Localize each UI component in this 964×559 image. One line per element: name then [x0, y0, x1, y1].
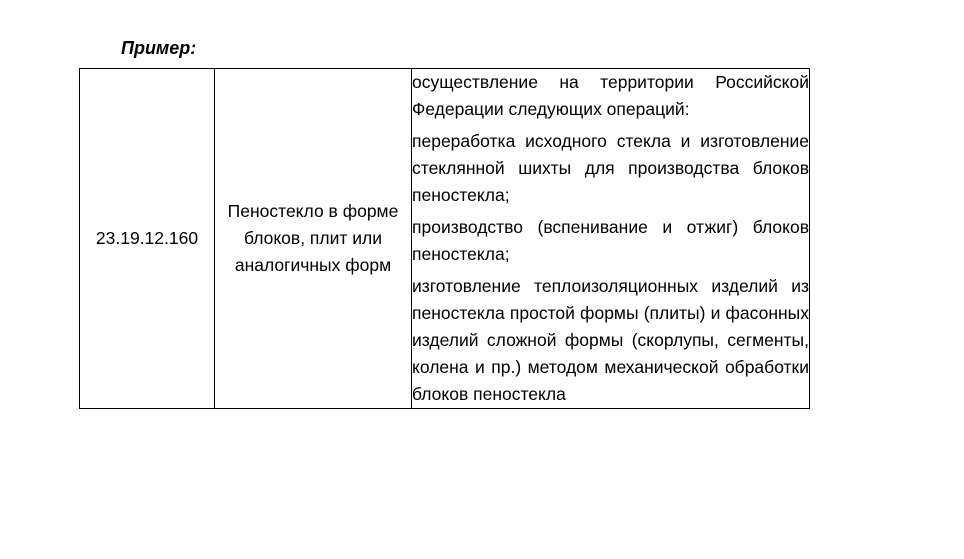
operation-paragraph: производство (вспенивание и отжиг) блоков пеностекла;: [412, 217, 809, 264]
operation-paragraph: осуществление на территории Российской Федерации следующих операций:: [412, 72, 809, 119]
product-code-cell: 23.19.12.160: [80, 69, 215, 409]
example-heading: Пример:: [121, 38, 197, 58]
operations-cell: [412, 69, 810, 409]
table-row: [80, 69, 810, 409]
operation-paragraph: переработка исходного стекла и изготовление стеклянной шихты для производства блоков пеностекла;: [412, 131, 809, 205]
product-name-cell: Пеностекло в форме блоков, плит или аналогичных форм: [215, 69, 412, 409]
product-operations-table: [79, 68, 810, 409]
operation-paragraph: изготовление теплоизоляционных изделий из пеностекла простой формы (плиты) и фасонных изделий сложной формы (скорлупы, сегменты, колена и пр.) методом механической обработки блоков пеностекла: [412, 276, 809, 404]
